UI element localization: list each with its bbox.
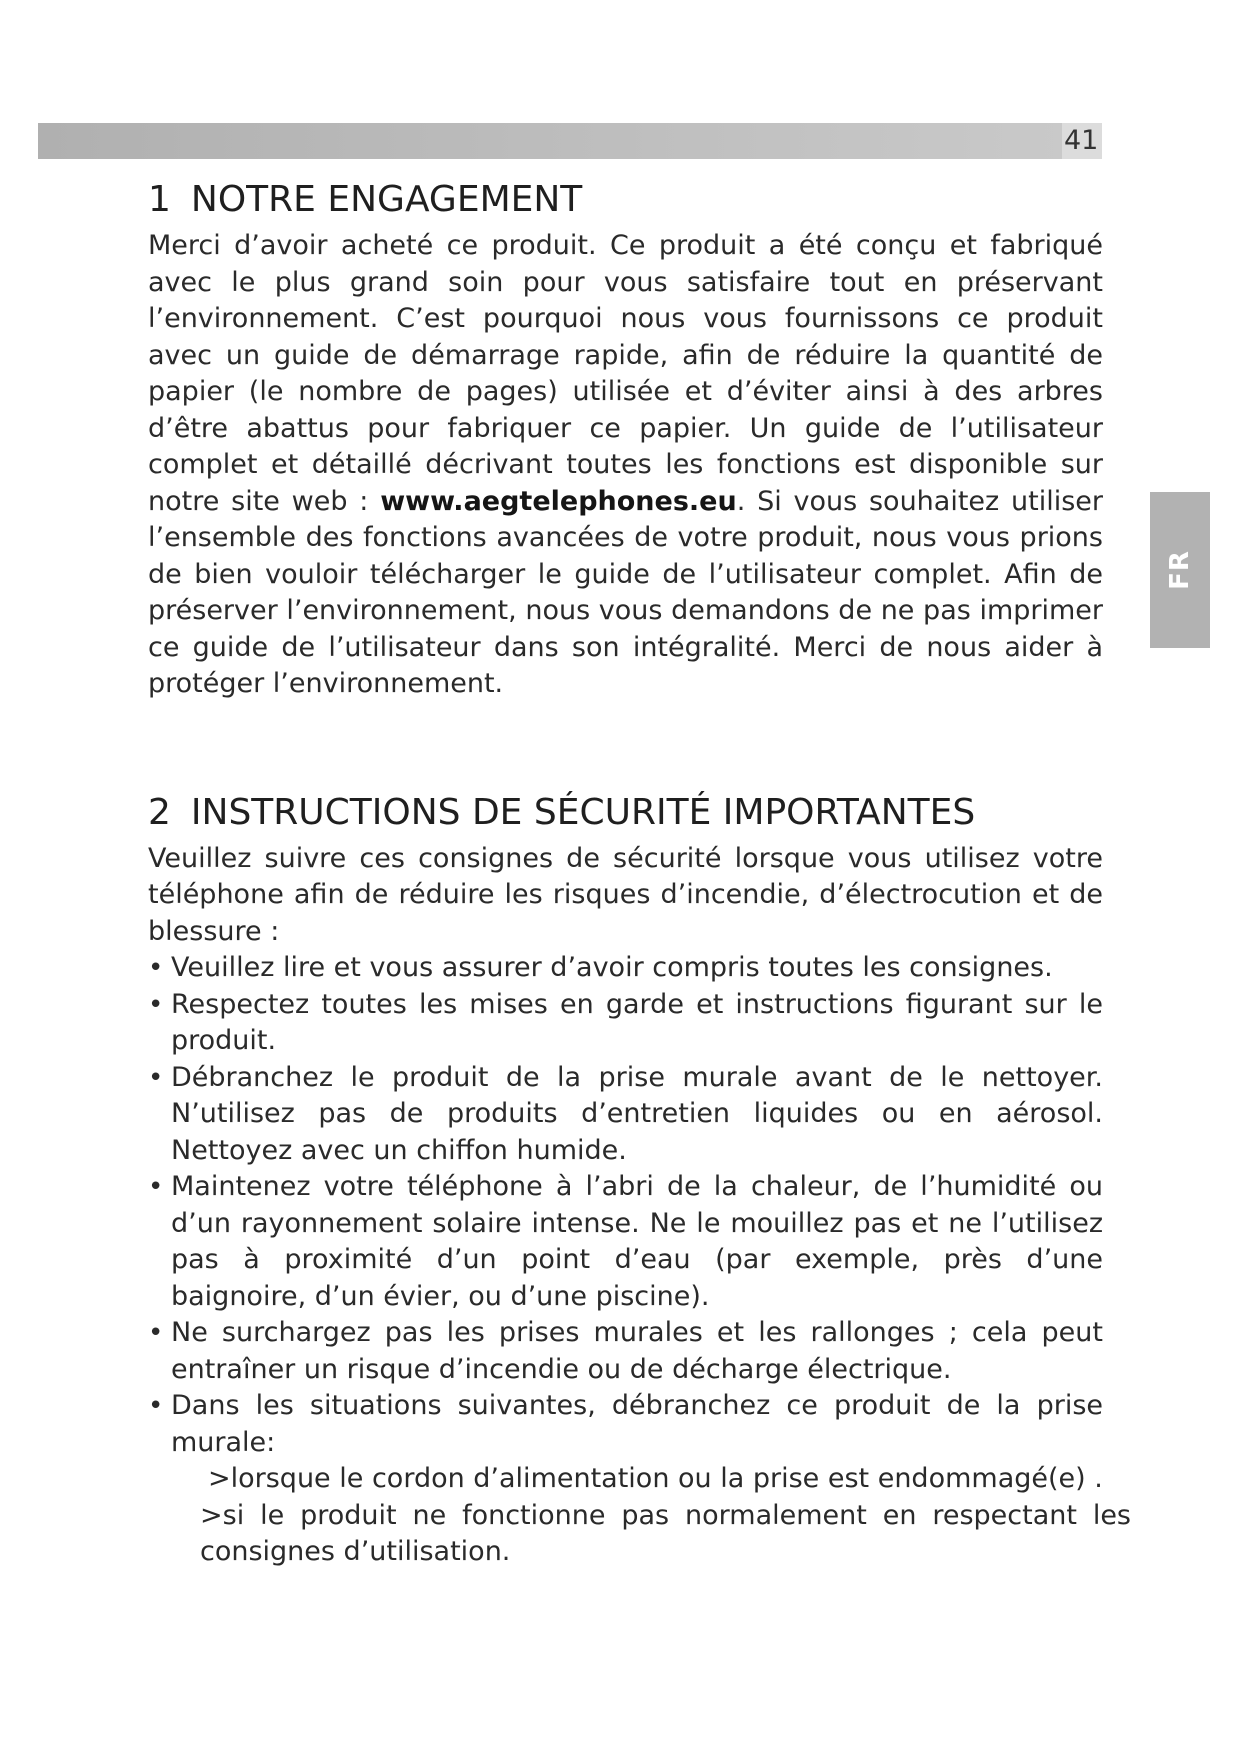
section-1-paragraph [148, 228, 1103, 703]
section-spacer [148, 703, 1103, 785]
list-item: • Respectez toutes les mises en garde et instructions figurant sur le produit. [148, 987, 1103, 1060]
language-tab-label: FR [1165, 550, 1195, 590]
language-tab [1150, 492, 1210, 648]
list-item: • Maintenez votre téléphone à l’abri de la chaleur, de l’humidité ou d’un rayonnement solaire intense. Ne le mouillez pas et ne l’utilisez pas à proximité d’un point d’eau (par exemple, près d’une baignoire, d’un évier, ou d’une piscine). [148, 1169, 1103, 1315]
section-2-title [148, 785, 1103, 841]
section-1-number: 1 [148, 179, 171, 220]
section-2-intro: Veuillez suivre ces consignes de sécurité lorsque vous utilisez votre téléphone afin de réduire les risques d’incendie, d’électrocution et de blessure : [148, 842, 1103, 947]
sub-item: >si le produit ne fonctionne pas normalement en respectant les consignes d’utilisation. [200, 1499, 1131, 1567]
page-content [148, 172, 1131, 1571]
section-1-title-text: NOTRE ENGAGEMENT [190, 179, 583, 220]
website-link[interactable]: www.aegtelephones.eu [380, 485, 737, 517]
section-2-title-text: INSTRUCTIONS DE SÉCURITÉ IMPORTANTES [190, 791, 976, 833]
list-item: • Ne surchargez pas les prises murales et les rallonges ; cela peut entraîner un risque d’incendie ou de décharge électrique. [148, 1315, 1103, 1388]
header-bar [38, 123, 1065, 159]
section-2-number: 2 [148, 791, 171, 833]
list-item: • Veuillez lire et vous assurer d’avoir compris toutes les consignes. [148, 950, 1103, 987]
sub-item: >lorsque le cordon d’alimentation ou la prise est endommagé(e) . [208, 1463, 1103, 1494]
list-item: • Dans les situations suivantes, débranchez ce produit de la prise murale: [148, 1388, 1103, 1461]
safety-bullet-list [148, 950, 1103, 1461]
section-1-text-before-link: Merci d’avoir acheté ce produit. Ce produit a été conçu et fabriqué avec le plus grand soin pour vous satisfaire tout en préservant l’environnement. C’est pourquoi nous vous fournissons ce produit avec un guide de démarrage rapide, afin de réduire la quantité de papier (le nombre de pages) utilisée et d’éviter ainsi à des arbres d’être abattus pour fabriquer ce papier. Un guide de l’utilisateur complet et détaillé décrivant toutes les fonctions est disponible sur notre site web : [148, 230, 1103, 517]
list-item: • Débranchez le produit de la prise murale avant de le nettoyer. N’utilisez pas de produits d’entretien liquides ou en aérosol. Nettoyez avec un chiffon humide. [148, 1060, 1103, 1170]
section-1-title [148, 172, 1103, 228]
page-number: 41 [1062, 123, 1102, 159]
section-1-text-after-link: . Si vous souhaitez utiliser l’ensemble des fonctions avancées de votre produit, nous vous prions de bien vouloir télécharger le guide de l’utilisateur complet. Afin de préserver l’environnement, nous vous demandons de ne pas imprimer ce guide de l’utilisateur dans son intégralité. Merci de nous aider à protéger l’environnement. [148, 485, 1103, 699]
